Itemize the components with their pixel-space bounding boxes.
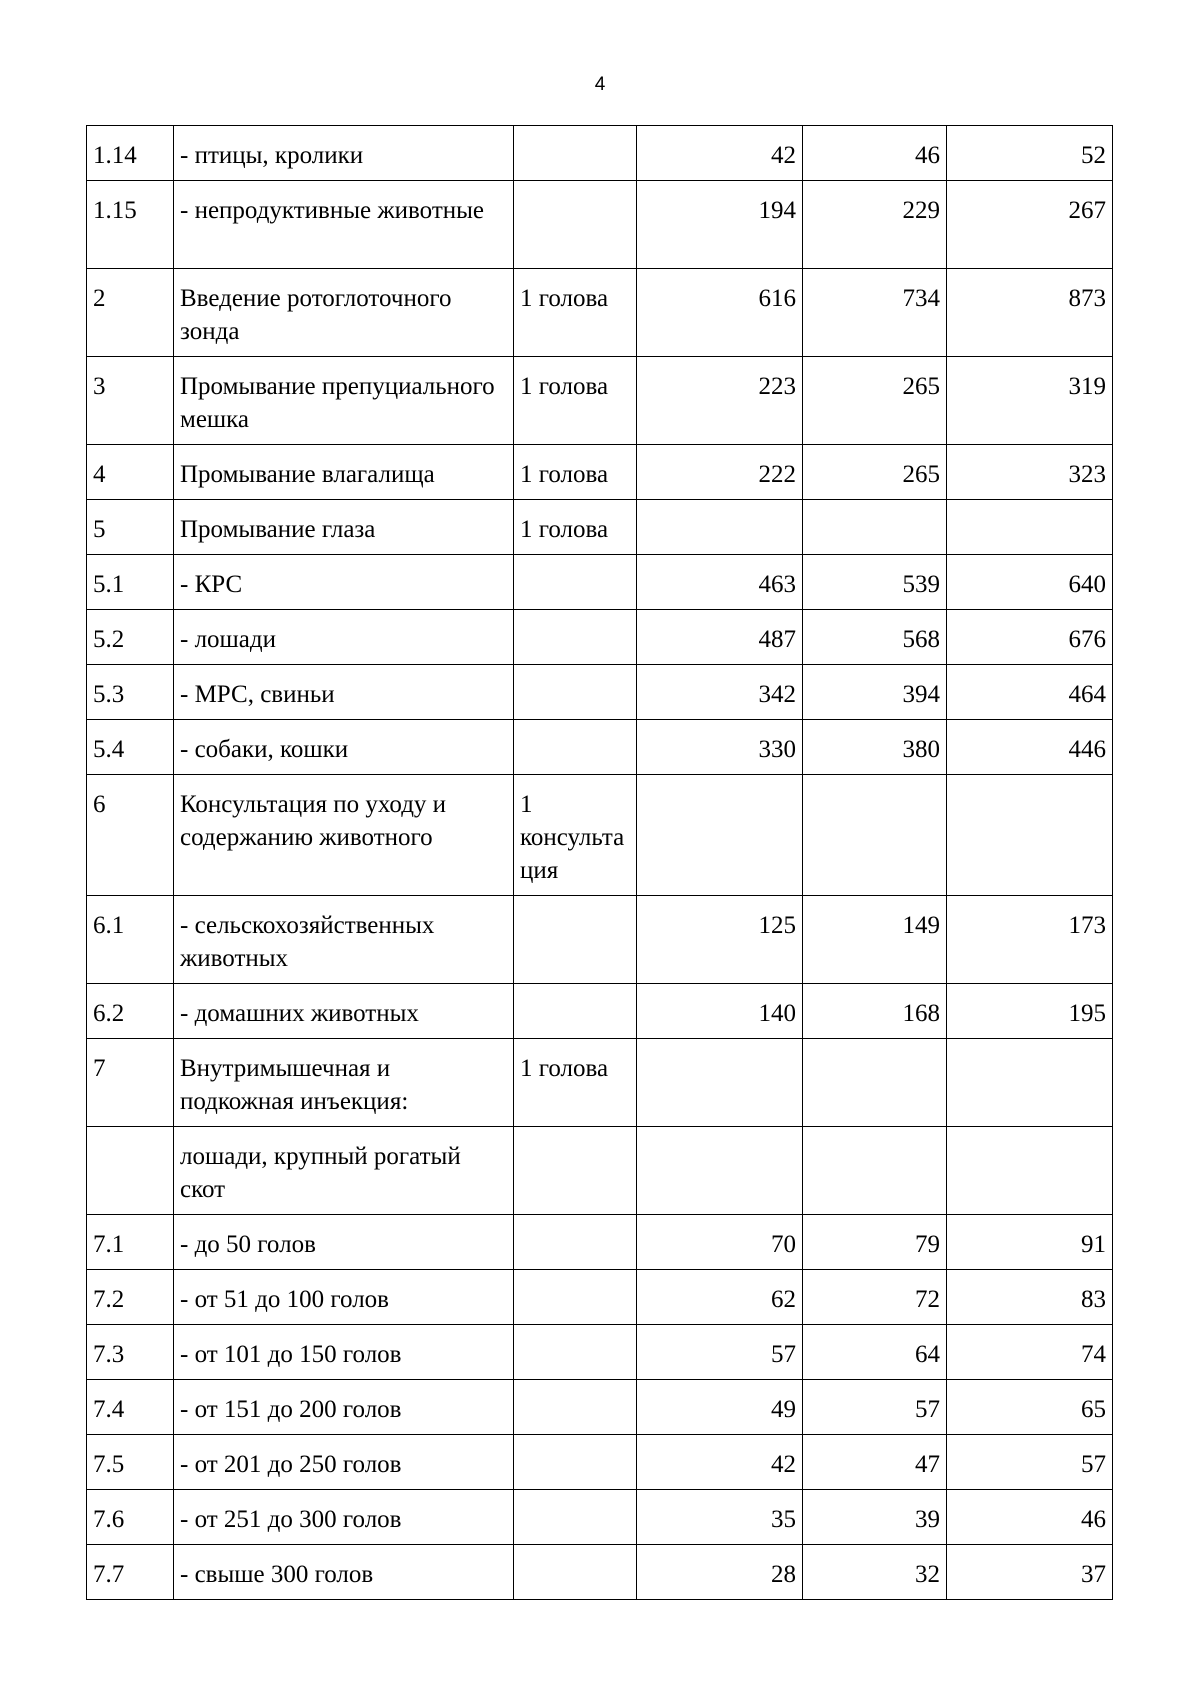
table-row	[87, 720, 1113, 775]
cell-unit	[514, 720, 637, 775]
cell-service-name: Промывание глаза	[174, 500, 514, 555]
cell-item-number: 7	[87, 1039, 174, 1127]
cell-price-3: 873	[947, 269, 1113, 357]
cell-item-number: 5.4	[87, 720, 174, 775]
cell-unit	[514, 126, 637, 181]
cell-item-number: 7.6	[87, 1490, 174, 1545]
cell-price-3: 195	[947, 984, 1113, 1039]
cell-service-name: - МРС, свиньи	[174, 665, 514, 720]
table-row	[87, 610, 1113, 665]
cell-unit: 1 голова	[514, 500, 637, 555]
cell-price-1: 62	[637, 1270, 803, 1325]
cell-unit	[514, 896, 637, 984]
cell-price-3: 173	[947, 896, 1113, 984]
table-row	[87, 1490, 1113, 1545]
cell-service-name: - от 51 до 100 голов	[174, 1270, 514, 1325]
cell-price-2: 32	[803, 1545, 947, 1600]
cell-price-3	[947, 1039, 1113, 1127]
price-table	[86, 125, 1113, 1600]
cell-item-number: 5	[87, 500, 174, 555]
cell-price-1: 28	[637, 1545, 803, 1600]
cell-item-number: 5.1	[87, 555, 174, 610]
cell-price-1: 70	[637, 1215, 803, 1270]
cell-service-name: - домашних животных	[174, 984, 514, 1039]
cell-price-1: 330	[637, 720, 803, 775]
cell-item-number: 7.5	[87, 1435, 174, 1490]
cell-service-name: - до 50 голов	[174, 1215, 514, 1270]
cell-price-1: 35	[637, 1490, 803, 1545]
cell-price-1	[637, 1039, 803, 1127]
cell-item-number: 5.2	[87, 610, 174, 665]
table-row	[87, 1270, 1113, 1325]
cell-unit	[514, 665, 637, 720]
cell-price-1	[637, 500, 803, 555]
cell-price-1: 342	[637, 665, 803, 720]
cell-service-name: - птицы, кролики	[174, 126, 514, 181]
cell-price-1: 487	[637, 610, 803, 665]
cell-price-2: 265	[803, 445, 947, 500]
cell-service-name: Промывание влагалища	[174, 445, 514, 500]
cell-service-name: - сельскохозяйственных животных	[174, 896, 514, 984]
cell-price-3	[947, 500, 1113, 555]
cell-unit	[514, 1380, 637, 1435]
cell-price-2: 64	[803, 1325, 947, 1380]
cell-unit	[514, 610, 637, 665]
cell-item-number: 2	[87, 269, 174, 357]
cell-item-number: 6.2	[87, 984, 174, 1039]
table-row	[87, 1545, 1113, 1600]
cell-item-number: 7.3	[87, 1325, 174, 1380]
page-number: 4	[594, 74, 606, 95]
cell-price-3: 676	[947, 610, 1113, 665]
cell-item-number: 1.15	[87, 181, 174, 269]
cell-unit	[514, 1435, 637, 1490]
cell-price-2: 79	[803, 1215, 947, 1270]
cell-price-2: 394	[803, 665, 947, 720]
cell-price-2: 47	[803, 1435, 947, 1490]
cell-price-2: 380	[803, 720, 947, 775]
cell-unit: 1 голова	[514, 445, 637, 500]
table-row	[87, 269, 1113, 357]
cell-price-2: 734	[803, 269, 947, 357]
cell-service-name: - собаки, кошки	[174, 720, 514, 775]
cell-item-number: 7.4	[87, 1380, 174, 1435]
cell-price-3: 46	[947, 1490, 1113, 1545]
cell-price-1: 616	[637, 269, 803, 357]
cell-item-number: 4	[87, 445, 174, 500]
table-body	[87, 126, 1113, 1600]
cell-price-1: 42	[637, 1435, 803, 1490]
cell-price-3: 83	[947, 1270, 1113, 1325]
cell-price-3	[947, 1127, 1113, 1215]
cell-price-2	[803, 775, 947, 896]
cell-price-2: 539	[803, 555, 947, 610]
cell-service-name: - КРС	[174, 555, 514, 610]
table-row	[87, 984, 1113, 1039]
cell-service-name: - непродуктивные животные	[174, 181, 514, 269]
cell-service-name: - от 201 до 250 голов	[174, 1435, 514, 1490]
cell-price-3: 319	[947, 357, 1113, 445]
cell-price-1: 222	[637, 445, 803, 500]
cell-price-2: 39	[803, 1490, 947, 1545]
cell-price-2: 229	[803, 181, 947, 269]
cell-item-number: 7.1	[87, 1215, 174, 1270]
cell-price-1: 223	[637, 357, 803, 445]
cell-price-3: 267	[947, 181, 1113, 269]
cell-price-2: 46	[803, 126, 947, 181]
cell-service-name: Консультация по уходу и содержанию животного	[174, 775, 514, 896]
cell-price-3: 323	[947, 445, 1113, 500]
cell-unit: 1 консультация	[514, 775, 637, 896]
cell-item-number	[87, 1127, 174, 1215]
cell-unit	[514, 1490, 637, 1545]
cell-item-number: 5.3	[87, 665, 174, 720]
cell-item-number: 6.1	[87, 896, 174, 984]
table-row	[87, 181, 1113, 269]
cell-price-3	[947, 775, 1113, 896]
cell-price-3: 74	[947, 1325, 1113, 1380]
table-row	[87, 665, 1113, 720]
table-row	[87, 1039, 1113, 1127]
cell-price-3: 57	[947, 1435, 1113, 1490]
cell-service-name: - от 151 до 200 голов	[174, 1380, 514, 1435]
cell-price-2	[803, 1127, 947, 1215]
cell-unit	[514, 1127, 637, 1215]
cell-unit	[514, 555, 637, 610]
table-row	[87, 445, 1113, 500]
cell-unit: 1 голова	[514, 1039, 637, 1127]
cell-item-number: 7.2	[87, 1270, 174, 1325]
cell-service-name: лошади, крупный рогатый скот	[174, 1127, 514, 1215]
table-row	[87, 1435, 1113, 1490]
cell-unit	[514, 984, 637, 1039]
cell-item-number: 3	[87, 357, 174, 445]
cell-price-1	[637, 1127, 803, 1215]
cell-service-name: - свыше 300 голов	[174, 1545, 514, 1600]
cell-item-number: 6	[87, 775, 174, 896]
cell-unit: 1 голова	[514, 357, 637, 445]
cell-service-name: - от 101 до 150 голов	[174, 1325, 514, 1380]
table-row	[87, 1380, 1113, 1435]
cell-service-name: - от 251 до 300 голов	[174, 1490, 514, 1545]
cell-unit	[514, 1545, 637, 1600]
cell-price-3: 52	[947, 126, 1113, 181]
table-row	[87, 357, 1113, 445]
cell-price-1: 42	[637, 126, 803, 181]
cell-price-1: 49	[637, 1380, 803, 1435]
cell-price-1: 194	[637, 181, 803, 269]
cell-price-2: 568	[803, 610, 947, 665]
cell-price-3: 37	[947, 1545, 1113, 1600]
cell-price-2: 57	[803, 1380, 947, 1435]
cell-price-2	[803, 500, 947, 555]
cell-unit	[514, 1270, 637, 1325]
cell-unit	[514, 1215, 637, 1270]
table-row	[87, 775, 1113, 896]
cell-price-3: 65	[947, 1380, 1113, 1435]
table-row	[87, 126, 1113, 181]
cell-item-number: 1.14	[87, 126, 174, 181]
table-row	[87, 1215, 1113, 1270]
cell-service-name: Промывание препуциального мешка	[174, 357, 514, 445]
cell-price-1: 125	[637, 896, 803, 984]
table-row	[87, 555, 1113, 610]
cell-unit	[514, 181, 637, 269]
cell-price-2: 265	[803, 357, 947, 445]
cell-service-name: - лошади	[174, 610, 514, 665]
cell-unit: 1 голова	[514, 269, 637, 357]
cell-price-2: 72	[803, 1270, 947, 1325]
cell-price-3: 640	[947, 555, 1113, 610]
cell-price-1	[637, 775, 803, 896]
cell-item-number: 7.7	[87, 1545, 174, 1600]
cell-price-3: 91	[947, 1215, 1113, 1270]
cell-price-2: 149	[803, 896, 947, 984]
cell-price-3: 446	[947, 720, 1113, 775]
cell-price-2	[803, 1039, 947, 1127]
cell-service-name: Внутримышечная и подкожная инъекция:	[174, 1039, 514, 1127]
cell-price-1: 463	[637, 555, 803, 610]
table-row	[87, 896, 1113, 984]
table-row	[87, 500, 1113, 555]
cell-price-1: 57	[637, 1325, 803, 1380]
cell-service-name: Введение ротоглоточного зонда	[174, 269, 514, 357]
cell-price-1: 140	[637, 984, 803, 1039]
cell-unit	[514, 1325, 637, 1380]
table-row	[87, 1127, 1113, 1215]
cell-price-2: 168	[803, 984, 947, 1039]
table-row	[87, 1325, 1113, 1380]
cell-price-3: 464	[947, 665, 1113, 720]
